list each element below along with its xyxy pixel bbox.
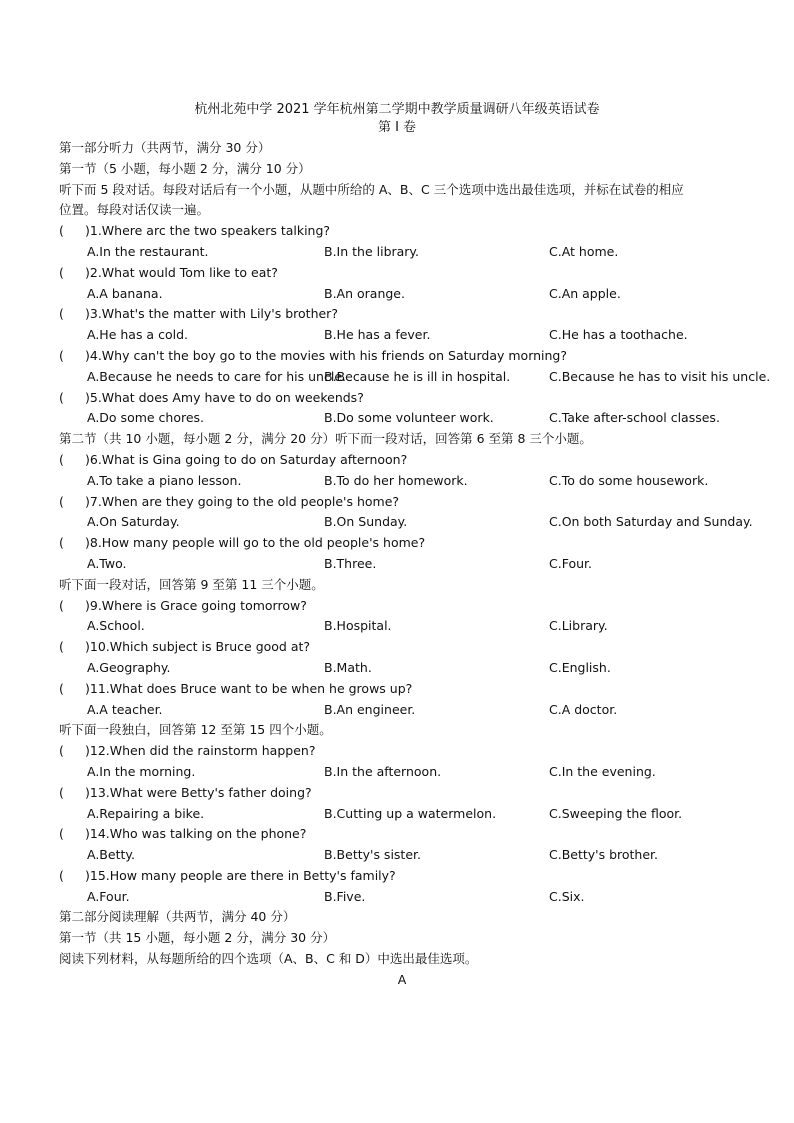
part2-instructions: 阅读下列材料，从每题所给的四个选项（A、B、C 和 D）中选出最佳选项。	[59, 951, 478, 967]
dialog2-intro: 听下面一段对话，回答第 9 至第 11 三个小题。	[59, 576, 324, 592]
option-c: C.Four.	[549, 555, 592, 571]
question-11-options	[59, 700, 759, 721]
question-1-options	[59, 242, 759, 263]
question-text: )1.Where arc the two speakers talking?	[85, 223, 331, 239]
option-b: B.Hospital.	[324, 618, 392, 634]
option-a: A.Four.	[87, 888, 130, 904]
question-14-options	[59, 845, 759, 866]
question-text: )4.Why can't the boy go to the movies with his friends on Saturday morning?	[85, 347, 567, 363]
question-7-options	[59, 512, 759, 533]
exam-title: 杭州北苑中学 2021 学年杭州第二学期中教学质量调研八年级英语试卷	[194, 102, 600, 117]
question-10-options	[59, 658, 759, 679]
answer-blank: (	[59, 451, 64, 467]
question-10	[59, 637, 759, 658]
option-a: A.Because he needs to care for his uncle.	[87, 368, 346, 384]
option-c: C.On both Saturday and Sunday.	[549, 514, 753, 530]
monologue-intro: 听下面一段独白，回答第 12 至第 15 四个小题。	[59, 722, 332, 738]
question-9-options	[59, 616, 759, 637]
part1-section2-heading: 第二节（共 10 小题，每小题 2 分，满分 20 分）听下而一段对话，回答第 6 至第 8 三个小题。	[59, 431, 592, 447]
option-b: B.Five.	[324, 888, 366, 904]
question-text: )12.When did the rainstorm happen?	[85, 743, 316, 759]
question-text: )15.How many people are there in Betty's family?	[85, 867, 396, 883]
option-c: C.An apple.	[549, 285, 621, 301]
option-c: C.At home.	[549, 243, 619, 259]
question-text: )10.Which subject is Bruce good at?	[85, 639, 311, 655]
answer-blank: (	[59, 264, 64, 280]
option-a: A.School.	[87, 618, 145, 634]
option-c: C.English.	[549, 659, 611, 675]
option-c: C.In the evening.	[549, 763, 656, 779]
question-15	[59, 866, 759, 887]
question-8	[59, 533, 759, 554]
option-b: B.An engineer.	[324, 701, 416, 717]
question-text: )7.When are they going to the old people's home?	[85, 493, 400, 509]
option-c: C.Because he has to visit his uncle.	[549, 368, 771, 384]
option-a: A.To take a piano lesson.	[87, 472, 242, 488]
option-a: A.A banana.	[87, 285, 163, 301]
question-text: )14.Who was talking on the phone?	[85, 826, 307, 842]
question-14	[59, 824, 759, 845]
option-b: B.Math.	[324, 659, 372, 675]
option-c: C.Take after-school classes.	[549, 410, 720, 426]
option-a: A.Betty.	[87, 847, 135, 863]
answer-blank: (	[59, 867, 64, 883]
answer-blank: (	[59, 743, 64, 759]
option-b: B.He has a fever.	[324, 327, 431, 343]
answer-blank: (	[59, 306, 64, 322]
answer-blank: (	[59, 493, 64, 509]
option-a: A.Do some chores.	[87, 410, 205, 426]
answer-blank: (	[59, 680, 64, 696]
option-c: C.Library.	[549, 618, 608, 634]
option-b: B.An orange.	[324, 285, 405, 301]
question-text: )13.What were Betty's father doing?	[85, 784, 312, 800]
option-b: B.To do her homework.	[324, 472, 468, 488]
question-12-options	[59, 762, 759, 783]
option-a: A.A teacher.	[87, 701, 163, 717]
option-a: A.He has a cold.	[87, 327, 188, 343]
question-2	[59, 263, 759, 284]
question-11	[59, 679, 759, 700]
option-b: B.Betty's sister.	[324, 847, 421, 863]
question-8-options	[59, 554, 759, 575]
question-3	[59, 304, 759, 325]
passage-mark: A	[397, 971, 407, 987]
option-a: A.In the restaurant.	[87, 243, 209, 259]
question-15-options	[59, 887, 759, 908]
option-b: B.Because he is ill in hospital.	[324, 368, 511, 384]
question-1	[59, 221, 759, 242]
option-a: A.Repairing a bike.	[87, 805, 205, 821]
part1-instructions-line2: 位置。每段对话仅读一遍。	[59, 202, 210, 218]
answer-blank: (	[59, 826, 64, 842]
answer-blank: (	[59, 347, 64, 363]
option-c: C.A doctor.	[549, 701, 618, 717]
option-a: A.In the morning.	[87, 763, 196, 779]
question-text: )8.How many people will go to the old people's home?	[85, 535, 426, 551]
question-9	[59, 596, 759, 617]
question-text: )9.Where is Grace going tomorrow?	[85, 597, 307, 613]
question-2-options	[59, 284, 759, 305]
option-c: C.Six.	[549, 888, 585, 904]
question-7	[59, 492, 759, 513]
option-b: B.In the afternoon.	[324, 763, 442, 779]
option-c: C.He has a toothache.	[549, 327, 688, 343]
answer-blank: (	[59, 223, 64, 239]
question-text: )6.What is Gina going to do on Saturday afternoon?	[85, 451, 408, 467]
answer-blank: (	[59, 639, 64, 655]
part1-section1-heading: 第一节（5 小题，每小题 2 分，满分 10 分）	[59, 160, 311, 176]
option-c: C.To do some housework.	[549, 472, 709, 488]
answer-blank: (	[59, 389, 64, 405]
option-a: A.Two.	[87, 555, 127, 571]
option-b: B.Cutting up a watermelon.	[324, 805, 497, 821]
option-a: A.Geography.	[87, 659, 171, 675]
question-12	[59, 741, 759, 762]
question-text: )11.What does Bruce want to be when he grows up?	[85, 680, 413, 696]
question-4	[59, 346, 759, 367]
part2-section1-heading: 第一节（共 15 小题，每小题 2 分，满分 30 分）	[59, 930, 336, 946]
question-text: )2.What would Tom like to eat?	[85, 264, 278, 280]
part1-instructions-line1: 听下而 5 段对话。每段对话后有一个小题，从题中所给的 A、B、C 三个选项中选出最佳选项，并标在试卷的相应	[59, 181, 684, 197]
answer-blank: (	[59, 597, 64, 613]
question-13-options	[59, 804, 759, 825]
part2-heading: 第二部分阅读理解（共两节，满分 40 分）	[59, 909, 296, 925]
exam-subtitle: 第 I 卷	[377, 120, 417, 135]
question-5	[59, 388, 759, 409]
question-4-options	[59, 367, 771, 388]
question-text: )3.What's the matter with Lily's brother?	[85, 306, 338, 322]
answer-blank: (	[59, 535, 64, 551]
question-13	[59, 783, 759, 804]
option-c: C.Sweeping the floor.	[549, 805, 683, 821]
answer-blank: (	[59, 784, 64, 800]
option-c: C.Betty's brother.	[549, 847, 659, 863]
option-b: B.In the library.	[324, 243, 420, 259]
exam-content	[59, 138, 771, 991]
option-a: A.On Saturday.	[87, 514, 180, 530]
question-text: )5.What does Amy have to do on weekends?	[85, 389, 364, 405]
question-5-options	[59, 408, 759, 429]
option-b: B.Three.	[324, 555, 377, 571]
question-6-options	[59, 471, 759, 492]
question-6	[59, 450, 759, 471]
option-b: B.On Sunday.	[324, 514, 408, 530]
question-3-options	[59, 325, 759, 346]
option-b: B.Do some volunteer work.	[324, 410, 494, 426]
part1-heading: 第一部分听力（共两节，满分 30 分）	[59, 140, 271, 155]
